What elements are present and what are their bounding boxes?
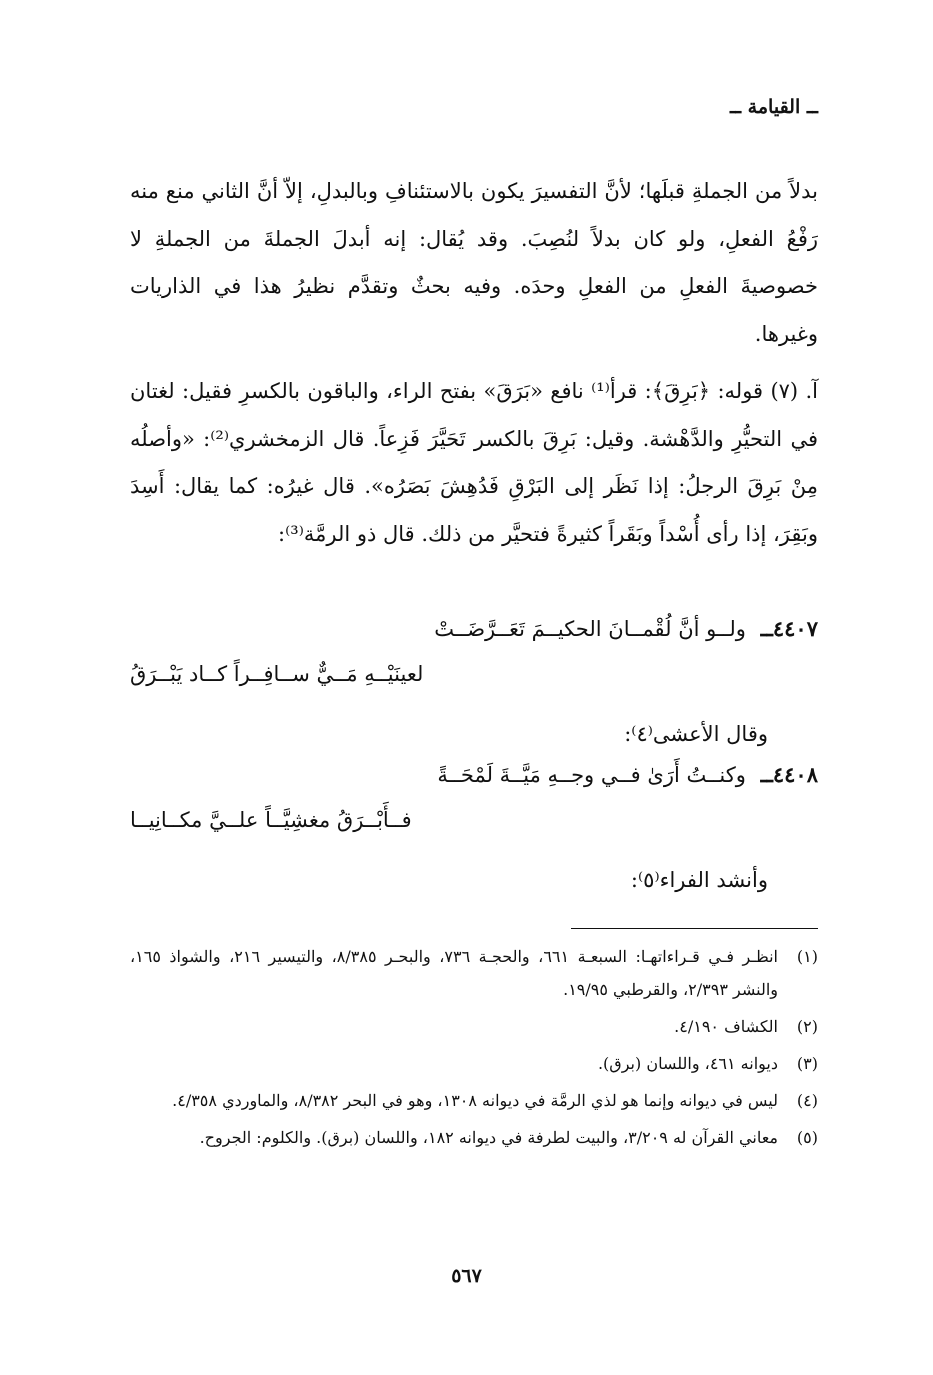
footnote-number: (٤): [796, 1091, 818, 1110]
footnote-text: ديوانه ٤٦١، واللسان (برق).: [597, 1054, 778, 1073]
footnote-number: (٣): [796, 1054, 818, 1073]
footnote-number: (١): [796, 947, 818, 966]
verse-number: ٤٤٠٧ــ: [760, 616, 818, 641]
footnote-2: [130, 1010, 818, 1043]
footnote-4: [130, 1084, 818, 1117]
footnote-text: الكشاف ٤/١٩٠.: [674, 1017, 778, 1036]
footnote-1: [130, 940, 818, 1006]
footnote-text: ليس في ديوانه وإنما هو لذي الرمَّة في ديوانه ١٣٠٨، وهو في البحر ٨/٣٨٢، والماوردي ٤/٣٥٨.: [172, 1091, 778, 1110]
verse-4408-second: [130, 808, 412, 832]
verse-number: ٤٤٠٨ــ: [760, 762, 818, 787]
intro-farra: وأنشد الفراء⁽٥⁾:: [630, 868, 768, 892]
verse-hemistich-2: فــأَبْــرَقُ مغشِيَّــاً علــيَّ مكــانِيــا: [130, 808, 412, 832]
footnote-3: [130, 1047, 818, 1080]
verse-hemistich-1: وكنــتُ أَرَىٰ فــي وجــهِ مَيَّــةَ لَمْحَــةً: [437, 763, 746, 787]
footnote-text: انظـر فـي قـراءاتهـا: السبعـة ٦٦١، والحجـة ٧٣٦، والبحـر ٨/٣٨٥، والتيسير ٢١٦، والشواذ ١٦٥، والنشر ٢/٣٩٣، والقرطبي ١٩/٩٥.: [130, 947, 779, 999]
verse-4407-first: [434, 616, 818, 641]
intro-aasha: وقال الأعشى⁽٤⁾:: [624, 722, 768, 746]
footnote-separator: [571, 928, 818, 929]
verse-hemistich-1: ولــو أنَّ لُقْمــانَ الحكيــمَ تَعَــرَّضَــتْ: [434, 617, 746, 641]
verse-hemistich-2: لعينَيْــهِ مَــيٌّ ســافِــراً كــاد يَبْــرَقُ: [130, 662, 424, 686]
verse-4407-second: [130, 662, 423, 686]
main-text: [130, 168, 818, 558]
running-header: ــ القيامة ــ: [729, 96, 818, 118]
footnote-number: (٥): [796, 1128, 818, 1147]
footnote-text: معاني القرآن له ٣/٢٠٩، والبيت لطرفة في ديوانه ١٨٢، واللسان (برق). والكلوم: الجروح.: [199, 1128, 778, 1147]
paragraph-1: بدلاً من الجملةِ قبلَها؛ لأنَّ التفسيرَ يكون بالاستئنافِ وبالبدلِ، إلاّ أنَّ الثاني منع منه رَفْعُ الفعلِ، ولو كان بدلاً لنُصِبَ. وقد يُقال: إنه أبدلَ الجملةَ من الجملةِ لا خصوصيةَ الفعلِ من الفعلِ وحدَه. وفيه بحثٌ وتقدَّم نظيرُ هذا في الذاريات وغيرها.: [130, 179, 818, 346]
footnotes: [130, 940, 818, 1158]
footnote-number: (٢): [796, 1017, 818, 1036]
footnote-5: [130, 1121, 818, 1154]
page-number: ٥٦٧: [451, 1265, 482, 1287]
verse-4408-first: [437, 762, 818, 787]
paragraph-2: آ. (٧) قوله: ﴿بَرِقَ﴾: قرأ⁽¹⁾ نافع «بَرَقَ» بفتح الراء، والباقون بالكسرِ فقيل: لغتان في التحيُّرِ والدَّهْشة. وقيل: بَرِقَ بالكسر تَحَيَّرَ فَزِعاً. قال الزمخشري⁽²⁾: «وأصلُه مِنْ بَرِقَ الرجلُ: إذا نَظَر إلى البَرْقِ فَدُهِشَ بَصَرُه». قال غيرُه: كما يقال: أَسِدَ وبَقِرَ، إذا رأى أُسْداً وبَقَراً كثيرةً فتحيَّر من ذلك. قال ذو الرمَّة⁽³⁾:: [130, 379, 819, 546]
